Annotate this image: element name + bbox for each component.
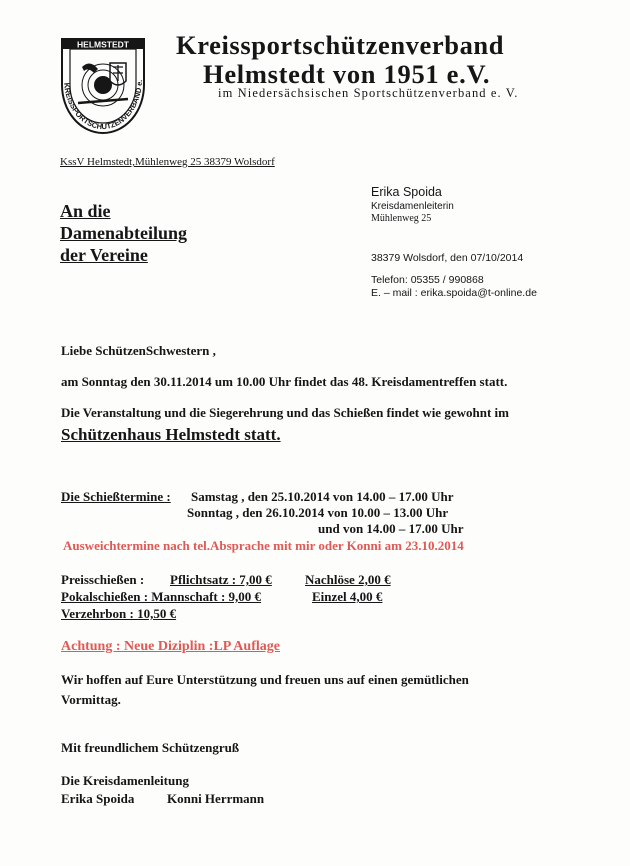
sender-street: Mühlenweg 25 xyxy=(371,213,432,224)
closing-hope-line2: Vormittag. xyxy=(61,692,121,707)
return-address: KssV Helmstedt,Mühlenweg 25 38379 Wolsdorf xyxy=(60,156,275,168)
price-row1-item2: Nachlöse 2,00 € xyxy=(305,572,391,587)
notice: Achtung : Neue Diziplin :LP Auflage xyxy=(61,639,280,654)
price-row2-label: Pokalschießen : Mannschaft : 9,00 € xyxy=(61,589,262,604)
club-emblem-icon xyxy=(60,37,146,135)
letterhead-title-line1: Kreissportschützenverband xyxy=(176,30,505,60)
sender-email: E. – mail : erika.spoida@t-online.de xyxy=(371,287,537,299)
price-row3: Verzehrbon : 10,50 € xyxy=(61,606,177,621)
salutation: Liebe SchützenSchwestern , xyxy=(61,343,216,358)
sender-city-date: 38379 Wolsdorf, den 07/10/2014 xyxy=(371,252,524,264)
schedule-alternative: Ausweichtermine nach tel.Absprache mit mir oder Konni am 23.10.2014 xyxy=(63,538,464,553)
announcement: am Sonntag den 30.11.2014 um 10.00 Uhr findet das 48. Kreisdamentreffen statt. xyxy=(61,374,508,389)
price-row1-item1: Pflichtsatz : 7,00 € xyxy=(170,572,272,587)
sender-role: Kreisdamenleiterin xyxy=(371,201,454,212)
signer-2: Konni Herrmann xyxy=(167,791,265,806)
recipient-line1: An die xyxy=(60,201,111,221)
price-row1-label: Preisschießen : xyxy=(61,572,145,587)
price-row2-item2: Einzel 4,00 € xyxy=(312,589,383,604)
logo-top-text: HELMSTEDT xyxy=(77,39,129,50)
event-info-line2: Schützenhaus Helmstedt statt. xyxy=(61,425,281,444)
event-info-line1: Die Veranstaltung und die Siegerehrung und das Schießen findet wie gewohnt im xyxy=(61,405,509,420)
letterhead-subtitle: im Niedersächsischen Sportschützenverband e. V. xyxy=(218,86,519,100)
closing-hope-line1: Wir hoffen auf Eure Unterstützung und freuen uns auf einen gemütlichen xyxy=(61,672,469,687)
schedule-row3: und von 14.00 – 17.00 Uhr xyxy=(318,521,464,536)
logo-ring-text: KREISSPORTSCHÜTZENVERBAND e. xyxy=(62,79,145,132)
schedule-row2: Sonntag , den 26.10.2014 von 10.00 – 13.00 Uhr xyxy=(187,505,449,520)
signer-1: Erika Spoida xyxy=(61,791,135,806)
recipient-line2: Damenabteilung xyxy=(60,223,188,243)
recipient-line3: der Vereine xyxy=(60,245,148,265)
schedule-row1: Samstag , den 25.10.2014 von 14.00 – 17.00 Uhr xyxy=(191,489,454,504)
letterhead-title-line2: Helmstedt von 1951 e.V. xyxy=(203,59,491,89)
closing-greeting: Mit freundlichem Schützengruß xyxy=(61,740,240,755)
sender-name: Erika Spoida xyxy=(371,185,442,199)
schedule-label: Die Schießtermine : xyxy=(61,489,171,504)
sender-phone: Telefon: 05355 / 990868 xyxy=(371,274,484,286)
closing-team: Die Kreisdamenleitung xyxy=(61,773,189,788)
